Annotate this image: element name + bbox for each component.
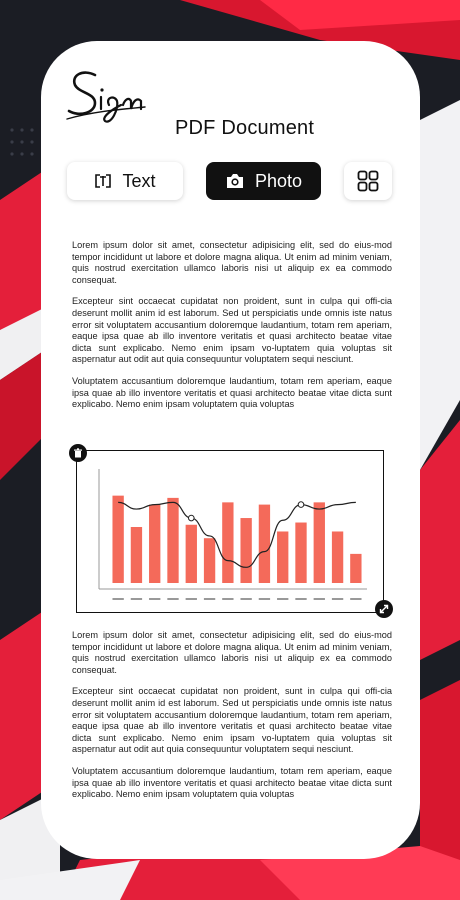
- chart-bar: [167, 498, 178, 583]
- chart-bar: [131, 527, 142, 583]
- sign-script-logo: [65, 65, 147, 127]
- paragraph: Voluptatem accusantium doloremque laudantium, totam rem aperiam, eaque ipsa quae ab illo inventore veritatis et quasi architecto beatae vitae dicta sunt explicabo. Nemo enim ipsam voluptatem quia voluptas: [72, 375, 392, 410]
- chart-bar: [295, 523, 306, 583]
- chart-bar: [204, 538, 215, 583]
- paragraph: Excepteur sint occaecat cupidatat non proident, sunt in culpa qui offi-cia deserunt mollit anim id est laborum. Sed ut perspiciatis unde omnis iste natus error sit voluptatem accusantium doloremque laudantium, totam rem aperiam, eaque ipsa quae ab illo inventore veritatis et quasi architecto beatae vitae dicta sunt explicabo. Nemo enim ipsam vo-luptatem quia voluptas sit aspernatur aut odit aut quia consequuntur voluptatem sequi nesciunt.: [72, 686, 392, 755]
- chart-bar: [186, 525, 197, 583]
- brand-title: PDF Document: [175, 117, 315, 139]
- text-signature-icon: [94, 172, 112, 190]
- chart-bar: [222, 502, 233, 583]
- paragraph: Lorem ipsum dolor sit amet, consectetur adipisicing elit, sed do eius-mod tempor incididunt ut labore et dolore magna aliqua. Ut enim ad minim veniam, quis nostrud exercitation ullamco laboris nisi ut aliquip ex ea commodo consequat.: [72, 240, 392, 285]
- document-text-top: [72, 240, 392, 421]
- resize-arrows-icon: [379, 604, 389, 614]
- chart-bar: [332, 531, 343, 583]
- camera-icon: [225, 172, 245, 190]
- tab-photo[interactable]: [206, 162, 321, 200]
- paragraph: Voluptatem accusantium doloremque laudantium, totam rem aperiam, eaque ipsa quae ab illo inventore veritatis et quasi architecto beatae vitae dicta sunt explicabo. Nemo enim ipsam voluptatem quia voluptas: [72, 765, 392, 800]
- line-marker: [298, 502, 304, 508]
- paragraph: Lorem ipsum dolor sit amet, consectetur adipisicing elit, sed do eius-mod tempor incididunt ut labore et dolore magna aliqua. Ut enim ad minim veniam, quis nostrud exercitation ullamco laboris nisi ut aliquip ex ea commodo consequat.: [72, 630, 392, 675]
- tab-photo-label: Photo: [254, 170, 303, 191]
- brand-header: [65, 65, 325, 139]
- chart-bar: [350, 554, 361, 583]
- tab-text-label: Text: [122, 170, 156, 191]
- chart-bar: [259, 505, 270, 583]
- tab-grid[interactable]: [344, 162, 392, 200]
- chart-bar: [314, 502, 325, 583]
- chart-image: [77, 451, 382, 611]
- line-marker: [188, 515, 194, 521]
- trash-icon: [73, 448, 83, 458]
- grid-icon: [357, 170, 379, 192]
- resize-image-handle[interactable]: [375, 600, 393, 618]
- placed-image-frame[interactable]: [76, 450, 384, 613]
- chart-bar: [112, 496, 123, 583]
- chart-bar: [240, 518, 251, 583]
- document-card: [41, 41, 420, 859]
- paragraph: Excepteur sint occaecat cupidatat non proident, sunt in culpa qui offi-cia deserunt mollit anim id est laborum. Sed ut perspiciatis unde omnis iste natus error sit voluptatem accusantium doloremque laudantium, totam rem aperiam, eaque ipsa quae ab illo inventore veritatis et quasi architecto beatae vitae dicta sunt explicabo. Nemo enim ipsam vo-luptatem quia voluptas sit aspernatur aut odit aut quia consequuntur voluptatem sequi nesciunt.: [72, 296, 392, 365]
- tab-text[interactable]: [67, 162, 183, 200]
- chart-bar: [277, 531, 288, 583]
- document-text-bottom: [72, 630, 392, 811]
- chart-bar: [149, 505, 160, 583]
- delete-image-button[interactable]: [69, 444, 87, 462]
